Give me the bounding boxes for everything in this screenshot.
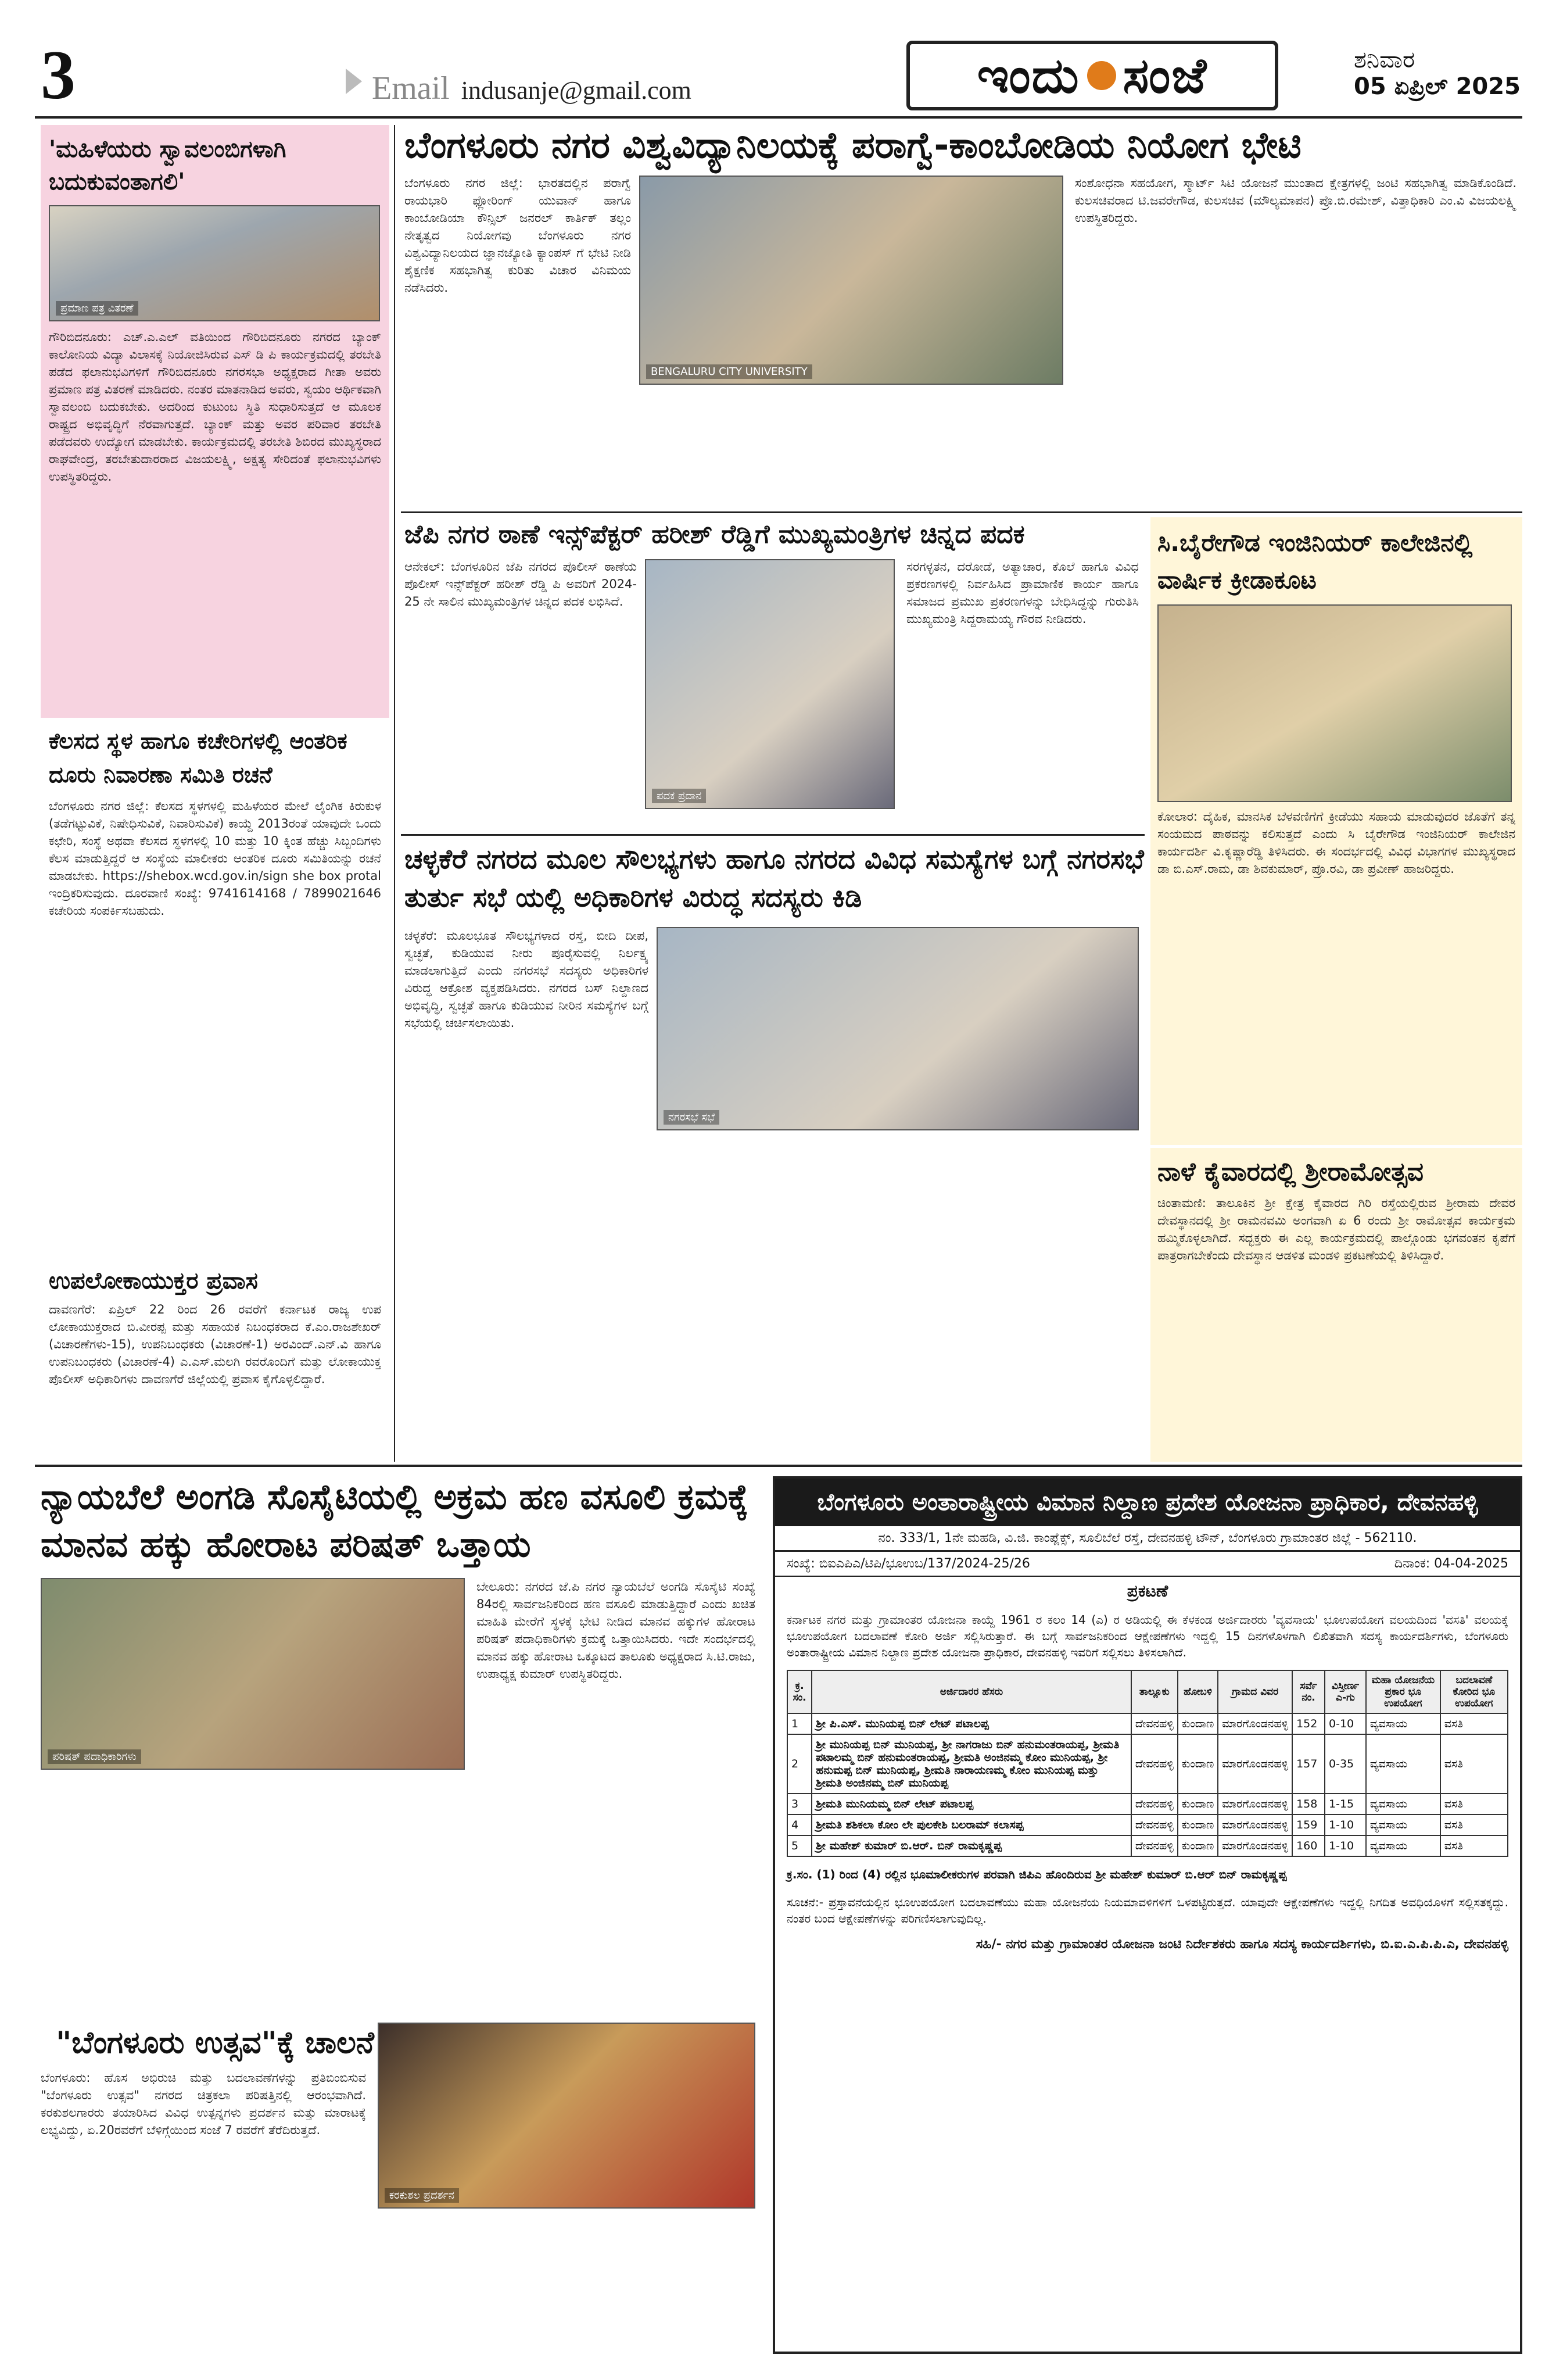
table-cell: 1-10 xyxy=(1325,1814,1366,1835)
table-cell: ವಸತಿ xyxy=(1440,1814,1508,1835)
table-cell: ದೇವನಹಳ್ಳಿ xyxy=(1131,1814,1178,1835)
photo-caption: ಪದಕ ಪ್ರದಾನ xyxy=(652,789,706,803)
logo-right: ಸಂಜೆ xyxy=(1123,46,1208,104)
advert-ref: ಸಂಖ್ಯೆ: ಬಿಐಎಪಿಎ/ಟಿಪಿ/ಭೂಉಬ/137/2024-25/26 xyxy=(787,1556,1030,1571)
table-cell: 157 xyxy=(1292,1734,1325,1794)
table-row xyxy=(787,1713,1508,1734)
table-cell: 158 xyxy=(1292,1794,1325,1814)
photo-caption: ಕರಕುಶಲ ಪ್ರದರ್ಶನ xyxy=(385,2188,459,2203)
article-challakere xyxy=(401,840,1145,1462)
table-row xyxy=(787,1734,1508,1794)
article-photo xyxy=(1157,604,1512,802)
col-header: ಹೋಬಳಿ xyxy=(1178,1670,1218,1713)
table-cell: ವ್ಯವಸಾಯ xyxy=(1366,1734,1440,1794)
table-row xyxy=(787,1814,1508,1835)
table-cell: 152 xyxy=(1292,1713,1325,1734)
table-cell: 0-10 xyxy=(1325,1713,1366,1734)
article-sports-day xyxy=(1150,517,1522,1145)
article-title: ಕೆಲಸದ ಸ್ಥಳ ಹಾಗೂ ಕಚೇರಿಗಳಲ್ಲಿ ಆಂತರಿಕ ದೂರು ನಿವಾರಣಾ ಸಮಿತಿ ರಚನೆ xyxy=(49,728,347,788)
article-body-right: ಸರಗಳ್ಳತನ, ದರೋಡೆ, ಅತ್ಯಾಚಾರ, ಕೊಲೆ ಹಾಗೂ ವಿವಿಧ ಪ್ರಕರಣಗಳಲ್ಲಿ ನಿರ್ವಹಿಸಿದ ಪ್ರಾಮಾಣಿಕ ಕಾರ್ಯ ಹಾಗೂ ಸಮಾಜದ ಪ್ರಮುಖ ಪ್ರಕರಣಗಳನ್ನು ಬೇಧಿಸಿದ್ದನ್ನು ಗುರುತಿಸಿ ಮುಖ್ಯಮಂತ್ರಿ ಸಿದ್ದರಾಮಯ್ಯ ಗೌರವ ನೀಡಿದರು. xyxy=(906,560,1139,626)
table-cell: 4 xyxy=(787,1814,812,1835)
article-title: "ಬೆಂಗಳೂರು ಉತ್ಸವ"ಕ್ಕೆ ಚಾಲನೆ xyxy=(56,2025,374,2060)
table-cell: ಶ್ರೀ ಮಹೇಶ್ ಕುಮಾರ್ ಬಿ.ಆರ್. ಬಿನ್ ರಾಮಕೃಷ್ಣಪ್ಪ xyxy=(812,1835,1131,1856)
article-photo xyxy=(378,2023,755,2209)
article-body-right: ಸಂಶೋಧನಾ ಸಹಯೋಗ, ಸ್ಮಾರ್ಟ್ ಸಿಟಿ ಯೋಜನೆ ಮುಂತಾದ ಕ್ಷೇತ್ರಗಳಲ್ಲಿ ಜಂಟಿ ಸಹಭಾಗಿತ್ವ ಮಾಡಿಕೊಂಡಿದೆ. ಕುಲಸಚಿವರಾದ ಟಿ.ಜವರೇಗೌಡ, ಕುಲಸಚಿವ (ಮೌಲ್ಯಮಾಪನ) ಪ್ರೊ.ಬಿ.ರಮೇಶ್, ವಿತ್ತಾಧಿಕಾರಿ ಎಂ.ವಿ ವಿಜಯಲಕ್ಷ್ಮಿ ಉಪಸ್ಥಿತರಿದ್ದರು. xyxy=(1075,176,1516,225)
table-cell: ಕುಂದಾಣ xyxy=(1178,1835,1218,1856)
article-title: ಚಳ್ಳಕೆರೆ ನಗರದ ಮೂಲ ಸೌಲಭ್ಯಗಳು ಹಾಗೂ ನಗರದ ವಿವಿಧ ಸಮಸ್ಯೆಗಳ ಬಗ್ಗೆ ನಗರಸಭೆ ತುರ್ತು ಸಭೆ ಯಲ್ಲಿ ಅಧಿಕಾರಿಗಳ ವಿರುದ್ಧ ಸದಸ್ಯರು ಕಿಡಿ xyxy=(404,843,1144,913)
advert-table-note: ಕ್ರ.ಸಂ. (1) ರಿಂದ (4) ರಲ್ಲಿನ ಭೂಮಾಲೀಕರುಗಳ ಪರವಾಗಿ ಜಿಪಿಎ ಹೊಂದಿರುವ ಶ್ರೀ ಮಹೇಶ್ ಕುಮಾರ್ ಬಿ.ಆರ್ ಬಿನ್ ರಾಮಕೃಷ್ಣಪ್ಪ xyxy=(787,1867,1287,1881)
email-block xyxy=(372,70,691,107)
photo-caption: BENGALURU CITY UNIVERSITY xyxy=(646,364,812,379)
table-cell: ವಸತಿ xyxy=(1440,1794,1508,1814)
photo-caption: ಪರಿಷತ್ ಪದಾಧಿಕಾರಿಗಳು xyxy=(48,1749,141,1764)
table-cell: 1-10 xyxy=(1325,1835,1366,1856)
photo-caption: ಪ್ರಮಾಣ ಪತ್ರ ವಿತರಣೆ xyxy=(56,301,138,316)
article-title: ಜೆಪಿ ನಗರ ಠಾಣೆ ಇನ್ಸ್‌ಪೆಕ್ಟರ್ ಹರೀಶ್ ರೆಡ್ಡಿಗೆ ಮುಖ್ಯಮಂತ್ರಿಗಳ ಚಿನ್ನದ ಪದಕ xyxy=(404,520,1025,549)
article-title: ಉಪಲೋಕಾಯುಕ್ತರ ಪ್ರವಾಸ xyxy=(49,1268,258,1294)
table-cell: ಕುಂದಾಣ xyxy=(1178,1713,1218,1734)
table-cell: 2 xyxy=(787,1734,812,1794)
article-body-left: ಬೆಂಗಳೂರು ನಗರ ಜಿಲ್ಲೆ: ಭಾರತದಲ್ಲಿನ ಪರಾಗ್ವೆ ರಾಯಭಾರಿ ಫ್ಲೋರಿಂಗ್ ಯುವಾನ್ ಹಾಗೂ ಕಾಂಬೋಡಿಯಾ ಕೌನ್ಸಿಲ್ ಜನರಲ್ ಕಾರ್ತಿಕ್ ತಲ್ಲಂ ನೇತೃತ್ವದ ನಿಯೋಗವು ಬೆಂಗಳೂರು ನಗರ ವಿಶ್ವವಿದ್ಯಾನಿಲಯದ ಜ್ಞಾನಜ್ಯೋತಿ ಕ್ಯಾಂಪಸ್ ಗೆ ಭೇಟಿ ನೀಡಿ ಶೈಕ್ಷಣಿಕ ಸಹಭಾಗಿತ್ವ ಕುರಿತು ವಿಚಾರ ವಿನಿಮಯ ನಡೆಸಿದರು. xyxy=(404,176,631,295)
photo-caption: ನಗರಸಭೆ ಸಭೆ xyxy=(664,1110,719,1125)
table-cell: 160 xyxy=(1292,1835,1325,1856)
table-cell: ಮಾರಗೊಂಡನಹಳ್ಳಿ xyxy=(1218,1814,1292,1835)
article-bengaluru-utsava xyxy=(41,2023,761,2354)
advert-bia-appa xyxy=(773,1476,1522,2354)
article-photo xyxy=(645,559,895,809)
article-photo xyxy=(49,205,380,321)
table-cell: ಮಾರಗೊಂಡನಹಳ್ಳಿ xyxy=(1218,1734,1292,1794)
article-body: ದಾವಣಗೆರೆ: ಏಪ್ರಿಲ್ 22 ರಿಂದ 26 ರವರೆಗೆ ಕರ್ನಾಟಕ ರಾಜ್ಯ ಉಪ ಲೋಕಾಯುಕ್ತರಾದ ಬಿ.ವೀರಪ್ಪ ಮತ್ತು ಸಹಾಯಕ ನಿಬಂಧಕರಾದ ಕೆ.ಎಂ.ರಾಜಶೇಖರ್ (ವಿಚಾರಣೆಗಳು-15), ಉಪನಿಬಂಧಕರು (ವಿಚಾರಣೆ-1) ಅರವಿಂದ್.ಎನ್.ವಿ ಹಾಗೂ ಉಪನಿಬಂಧಕರು (ವಿಚಾರಣೆ-4) ಎ.ಎಸ್.ಮಲಗಿ ರವರೊಂದಿಗೆ ಮತ್ತು ಲೋಕಾಯುಕ್ತ ಪೊಲೀಸ್ ಅಧಿಕಾರಿಗಳು ದಾವಣಗೆರೆ ಜಿಲ್ಲೆಯಲ್ಲಿ ಪ್ರವಾಸ ಕೈಗೊಳ್ಳಲಿದ್ದಾರೆ. xyxy=(49,1302,381,1386)
email-address[interactable]: indusanje@gmail.com xyxy=(461,76,691,105)
table-cell: ದೇವನಹಳ್ಳಿ xyxy=(1131,1835,1178,1856)
col-header: ಅರ್ಜಿದಾರರ ಹೆಸರು xyxy=(812,1670,1131,1713)
advert-intro: ಕರ್ನಾಟಕ ನಗರ ಮತ್ತು ಗ್ರಾಮಾಂತರ ಯೋಜನಾ ಕಾಯ್ದೆ 1961 ರ ಕಲಂ 14 (ಎ) ರ ಅಡಿಯಲ್ಲಿ ಈ ಕೆಳಕಂಡ ಅರ್ಜಿದಾರರು 'ವ್ಯವಸಾಯ' ಭೂಉಪಯೋಗ ವಲಯದಿಂದ 'ವಸತಿ' ವಲಯಕ್ಕೆ ಭೂಉಪಯೋಗ ಬದಲಾವಣೆ ಕೋರಿ ಅರ್ಜಿ ಸಲ್ಲಿಸಿರುತ್ತಾರೆ. ಈ ಬಗ್ಗೆ ಸಾರ್ವಜನಿಕರಿಂದ ಆಕ್ಷೇಪಣೆಗಳು ಇದ್ದಲ್ಲಿ 15 ದಿನಗಳೊಳಗಾಗಿ ಲಿಖಿತವಾಗಿ ಸದಸ್ಯ ಕಾರ್ಯದರ್ಶಿಗಳು, ಬೆಂಗಳೂರು ಅಂತಾರಾಷ್ಟ್ರೀಯ ವಿಮಾನ ನಿಲ್ದಾಣ ಪ್ರದೇಶ ಯೋಜನಾ ಪ್ರಾಧಿಕಾರ, ದೇವನಹಳ್ಳಿ ಇವರಿಗೆ ಸಲ್ಲಿಸಲು ತಿಳಿಸಲಾಗಿದೆ. xyxy=(787,1613,1508,1659)
article-body: ಗೌರಿಬಿದನೂರು: ಎಚ್.ಎ.ಎಲ್ ವತಿಯಿಂದ ಗೌರಿಬಿದನೂರು ನಗರದ ಬ್ಯಾಂಕ್ ಕಾಲೋನಿಯ ವಿದ್ಯಾ ವಿಲಾಸಕ್ಕೆ ನಿಯೋಜಿಸಿರುವ ಎಸ್ ಡಿ ಪಿ ಕಾರ್ಯಕ್ರಮದಲ್ಲಿ ತರಬೇತಿ ಪಡೆದ ಫಲಾನುಭವಿಗಳಿಗೆ ಗೌರಿಬಿದನೂರು ನಗರಸಭಾ ಅಧ್ಯಕ್ಷರಾದ ಗೀತಾ ಅವರು ಪ್ರಮಾಣ ಪತ್ರ ವಿತರಣೆ ಮಾಡಿದರು. ನಂತರ ಮಾತನಾಡಿದ ಅವರು, ಸ್ವಯಂ ಆರ್ಥಿಕವಾಗಿ ಸ್ವಾವಲಂಬಿ ಬದುಕಬೇಕು. ಅದರಿಂದ ಕುಟುಂಬ ಸ್ಥಿತಿ ಸುಧಾರಿಸುತ್ತದೆ ಆ ಮೂಲಕ ರಾಷ್ಟ್ರದ ಅಭಿವೃದ್ಧಿಗೆ ನೆರವಾಗುತ್ತದೆ. ಬ್ಯಾಂಕ್ ಮತ್ತು ಅವರ ಪರಿವಾರ ತರಬೇತಿ ಪಡೆದವರು ಉದ್ಯೋಗ ಮಾಡಬೇಕು. ಕಾರ್ಯಕ್ರಮದಲ್ಲಿ ತರಬೇತಿ ಶಿಬಿರದ ಮುಖ್ಯಸ್ಥರಾದ ರಾಘವೇಂದ್ರ, ತರಬೇತುದಾರರಾದ ವಿಜಯಲಕ್ಷ್ಮಿ, ಅಕ್ಷತ್ಯ ಸೇರಿದಂತೆ ಫಲಾನುಭವಿಗಳು ಉಪಸ್ಥಿತರಿದ್ದರು. xyxy=(49,330,381,484)
article-body-left: ಆನೇಕಲ್: ಬೆಂಗಳೂರಿನ ಜೆಪಿ ನಗರದ ಪೊಲೀಸ್ ಠಾಣೆಯ ಪೊಲೀಸ್ ಇನ್ಸ್‌ಪೆಕ್ಟರ್ ಹರೀಶ್ ರೆಡ್ಡಿ ಪಿ ಅವರಿಗೆ 2024-25 ನೇ ಸಾಲಿನ ಮುಖ್ಯಮಂತ್ರಿಗಳ ಚಿನ್ನದ ಪದಕ ಲಭಿಸಿದೆ. xyxy=(404,560,637,609)
page-number: 3 xyxy=(41,36,76,113)
article-human-rights xyxy=(41,1473,761,2037)
table-row xyxy=(787,1835,1508,1856)
table-cell: 159 xyxy=(1292,1814,1325,1835)
advert-footer: ಸೂಚನೆ:- ಪ್ರಸ್ತಾವನೆಯಲ್ಲಿನ ಭೂಉಪಯೋಗ ಬದಲಾವಣೆಯು ಮಹಾ ಯೋಜನೆಯ ನಿಯಮಾವಳಿಗಳಿಗೆ ಒಳಪಟ್ಟಿರುತ್ತದೆ. ಯಾವುದೇ ಆಕ್ಷೇಪಣೆಗಳು ಇದ್ದಲ್ಲಿ ನಿಗದಿತ ಅವಧಿಯೊಳಗೆ ಸಲ್ಲಿಸತಕ್ಕದ್ದು. ನಂತರ ಬಂದ ಆಕ್ಷೇಪಣೆಗಳನ್ನು ಪರಿಗಣಿಸಲಾಗುವುದಿಲ್ಲ. xyxy=(787,1895,1508,1926)
advert-date: ದಿನಾಂಕ: 04-04-2025 xyxy=(1394,1556,1508,1571)
col-header: ಮಹಾ ಯೋಜನೆಯ ಪ್ರಕಾರ ಭೂ ಉಪಯೋಗ xyxy=(1366,1670,1440,1713)
article-photo xyxy=(639,176,1063,385)
masthead-logo xyxy=(906,41,1278,110)
article-body: ಬೆಂಗಳೂರು: ಹೊಸ ಅಭಿರುಚಿ ಮತ್ತು ಬದಲಾವಣೆಗಳನ್ನು ಪ್ರತಿಬಿಂಬಿಸುವ "ಬೆಂಗಳೂರು ಉತ್ಸವ" ನಗರದ ಚಿತ್ರಕಲಾ ಪರಿಷತ್ತಿನಲ್ಲಿ ಆರಂಭವಾಗಿದೆ. ಕರಕುಶಲಗಾರರು ತಯಾರಿಸಿದ ವಿವಿಧ ಉತ್ಪನ್ನಗಳು ಪ್ರದರ್ಶನ ಮತ್ತು ಮಾರಾಟಕ್ಕೆ ಲಭ್ಯವಿದ್ದು, ಏ.20ರವರೆಗೆ ಬೆಳಿಗ್ಗೆಯಿಂದ ಸಂಜೆ 7 ರವರೆಗೆ ತೆರೆದಿರುತ್ತದೆ. xyxy=(41,2071,366,2137)
table-cell: ಕುಂದಾಣ xyxy=(1178,1734,1218,1794)
col-header: ಗ್ರಾಮದ ವಿವರ xyxy=(1218,1670,1292,1713)
article-photo xyxy=(41,1578,465,1770)
table-cell: 0-35 xyxy=(1325,1734,1366,1794)
table-cell: ವ್ಯವಸಾಯ xyxy=(1366,1713,1440,1734)
table-cell: ವ್ಯವಸಾಯ xyxy=(1366,1835,1440,1856)
weekday: ಶನಿವಾರ xyxy=(1354,46,1415,73)
advert-table-header xyxy=(787,1670,1508,1713)
table-cell: ಮಾರಗೊಂಡನಹಳ್ಳಿ xyxy=(1218,1794,1292,1814)
table-cell: ಶ್ರೀ ಮುನಿಯಪ್ಪ ಬಿನ್ ಮುನಿಯಪ್ಪ, ಶ್ರೀ ನಾಗರಾಜು ಬಿನ್ ಹನುಮಂತರಾಯಪ್ಪ, ಶ್ರೀಮತಿ ಪಟಾಲಮ್ಮ ಬಿನ್ ಹನುಮಂತರಾಯಪ್ಪ, ಶ್ರೀಮತಿ ಅಂಜಿನಮ್ಮ ಕೋಂ ಮುನಿಯಪ್ಪ, ಶ್ರೀ ಹನುಮಪ್ಪ ಬಿನ್ ಮುನಿಯಪ್ಪ, ಶ್ರೀಮತಿ ನಾರಾಯಣಮ್ಮ ಕೋಂ ಮುನಿಯಪ್ಪ ಮತ್ತು ಶ್ರೀಮತಿ ಅಂಜಿನಮ್ಮ ಬಿನ್ ಮುನಿಯಪ್ಪ xyxy=(812,1734,1131,1794)
table-cell: ಶ್ರೀಮತಿ ಶಶಿಕಲಾ ಕೋಂ ಲೇ ಪುಲಕೇಶಿ ಬಲರಾಮ್ ಕಲಾಸಪ್ಪ xyxy=(812,1814,1131,1835)
table-cell: ದೇವನಹಳ್ಳಿ xyxy=(1131,1734,1178,1794)
table-row xyxy=(787,1794,1508,1814)
issue-date: 05 ಏಪ್ರಿಲ್ 2025 xyxy=(1354,73,1521,100)
section-rule xyxy=(35,1465,1522,1467)
table-cell: ಶ್ರೀಮತಿ ಮುನಿಯಮ್ಮ ಬಿನ್ ಲೇಟ್ ಪಟಾಲಪ್ಪ xyxy=(812,1794,1131,1814)
article-title: ಬೆಂಗಳೂರು ನಗರ ವಿಶ್ವವಿದ್ಯಾನಿಲಯಕ್ಕೆ ಪರಾಗ್ವೆ-ಕಾಂಬೋಡಿಯ ನಿಯೋಗ ಭೇಟಿ xyxy=(404,124,1302,166)
table-cell: ವಸತಿ xyxy=(1440,1835,1508,1856)
article-title: ನಾಳೆ ಕೈವಾರದಲ್ಲಿ ಶ್ರೀರಾಮೋತ್ಸವ xyxy=(1157,1157,1424,1187)
article-women-selfreliance xyxy=(41,125,389,718)
logo-left: ಇಂದು xyxy=(977,46,1080,104)
article-photo xyxy=(657,927,1139,1130)
advert-address: ನಂ. 333/1, 1ನೇ ಮಹಡಿ, ವಿ.ಜಿ. ಕಾಂಪ್ಲೆಕ್ಸ್, ಸೂಲಿಬೆಲೆ ರಸ್ತೆ, ದೇವನಹಳ್ಳಿ ಟೌನ್, ಬೆಂಗಳೂರು ಗ್ರಾಮಾಂತರ ಜಿಲ್ಲೆ - 562110. xyxy=(775,1526,1520,1552)
table-cell: ವ್ಯವಸಾಯ xyxy=(1366,1794,1440,1814)
table-cell: ವ್ಯವಸಾಯ xyxy=(1366,1814,1440,1835)
col-header: ಕ್ರ. ಸಂ. xyxy=(787,1670,812,1713)
issue-date-block xyxy=(1354,46,1521,100)
col-header: ತಾಲ್ಲೂಕು xyxy=(1131,1670,1178,1713)
table-cell: ಶ್ರೀ ಪಿ.ಎಸ್. ಮುನಿಯಪ್ಪ ಬಿನ್ ಲೇಟ್ ಪಟಾಲಪ್ಪ xyxy=(812,1713,1131,1734)
logo-sun-icon xyxy=(1087,61,1116,90)
col-header: ಬದಲಾವಣೆ ಕೋರಿದ ಭೂ ಉಪಯೋಗ xyxy=(1440,1670,1508,1713)
col-header: ವಿಸ್ತೀರ್ಣ ಎ-ಗು xyxy=(1325,1670,1366,1713)
table-cell: ಮಾರಗೊಂಡನಹಳ್ಳಿ xyxy=(1218,1713,1292,1734)
table-cell: 1-15 xyxy=(1325,1794,1366,1814)
header-rule xyxy=(35,116,1522,119)
article-body: ಕೋಲಾರ: ದೈಹಿಕ, ಮಾನಸಿಕ ಬೆಳವಣಿಗೆಗೆ ಕ್ರೀಡೆಯು ಸಹಾಯ ಮಾಡುವುದರ ಜೊತೆಗೆ ತನ್ನ ಸಂಯಮದ ಪಾಠವನ್ನು ಕಲಿಸುತ್ತದೆ ಎಂದು ಸಿ ಬೈರೇಗೌಡ ಇಂಜಿನಿಯರ್ ಕಾಲೇಜಿನ ಕಾರ್ಯದರ್ಶಿ ವಿ.ಕೃಷ್ಣಾರೆಡ್ಡಿ ತಿಳಿಸಿದರು. ಈ ಸಂದರ್ಭದಲ್ಲಿ ವಿವಿಧ ವಿಭಾಗಗಳ ಮುಖ್ಯಸ್ಥರಾದ ಡಾ ಬಿ.ಎಸ್.ರಾಮ, ಡಾ ಶಿವಕುಮಾರ್, ಪ್ರೊ.ರವಿ, ಡಾ ಪ್ರವೀಣ್ ಹಾಜರಿದ್ದರು. xyxy=(1157,810,1515,876)
article-sriramotsava xyxy=(1150,1148,1522,1462)
table-cell: ಕುಂದಾಣ xyxy=(1178,1814,1218,1835)
advert-heading: ಪ್ರಕಟಣೆ xyxy=(1127,1581,1168,1601)
article-lokayukta xyxy=(41,1261,389,1459)
col-header: ಸರ್ವೆ ನಂ. xyxy=(1292,1670,1325,1713)
table-cell: ವಸತಿ xyxy=(1440,1734,1508,1794)
table-cell: ದೇವನಹಳ್ಳಿ xyxy=(1131,1713,1178,1734)
article-title: ನ್ಯಾಯಬೆಲೆ ಅಂಗಡಿ ಸೊಸೈಟಿಯಲ್ಲಿ ಅಕ್ರಮ ಹಣ ವಸೂಲಿ ಕ್ರಮಕ್ಕೆ ಮಾನವ ಹಕ್ಕು ಹೋರಾಟ ಪರಿಷತ್ ಒತ್ತಾಯ xyxy=(41,1477,748,1565)
section-rule xyxy=(401,511,1522,513)
table-cell: ಮಾರಗೊಂಡನಹಳ್ಳಿ xyxy=(1218,1835,1292,1856)
email-arrow-icon xyxy=(346,69,362,94)
table-cell: 5 xyxy=(787,1835,812,1856)
column-rule xyxy=(394,125,395,1462)
article-workplace-committee xyxy=(41,721,389,1261)
table-cell: ವಸತಿ xyxy=(1440,1713,1508,1734)
article-title: 'ಮಹಿಳೆಯರು ಸ್ವಾವಲಂಬಿಗಳಾಗಿ ಬದುಕುವಂತಾಗಲಿ' xyxy=(49,136,286,195)
advert-meta xyxy=(775,1552,1520,1577)
table-cell: 1 xyxy=(787,1713,812,1734)
article-body: ಬೆಂಗಳೂರು ನಗರ ಜಿಲ್ಲೆ: ಕೆಲಸದ ಸ್ಥಳಗಳಲ್ಲಿ ಮಹಿಳೆಯರ ಮೇಲೆ ಲೈಂಗಿಕ ಕಿರುಕುಳ (ತಡೆಗಟ್ಟುವಿಕೆ, ನಿಷೇಧಿಸುವಿಕೆ, ನಿವಾರಿಸುವಿಕೆ) ಕಾಯ್ದೆ 2013ರಂತೆ ಯಾವುದೇ ಒಂದು ಕಛೇರಿ, ಸಂಸ್ಥೆ ಅಥವಾ ಕೆಲಸದ ಸ್ಥಳಗಳಲ್ಲಿ 10 ಮತ್ತು 10 ಕ್ಕಿಂತ ಹೆಚ್ಚು ಸಿಬ್ಬಂದಿಗಳು ಕೆಲಸ ಮಾಡುತ್ತಿದ್ದರೆ ಆ ಸಂಸ್ಥೆಯ ಮಾಲೀಕರು ಆಂತರಿಕ ದೂರು ಸಮಿತಿಯನ್ನು ರಚನೆ ಮಾಡಬೇಕು. https://shebox.wcd.gov.in/sign she box protal ಇಂದ್ರಿಕರಿಸುವುದು. ದೂರವಾಣಿ ಸಂಖ್ಯೆ: 9741614168 / 7899021646 ಕಚೇರಿಯ ಸಂಪರ್ಕಿಸಬಹುದು. xyxy=(49,799,381,918)
article-body: ಚಿಂತಾಮಣಿ: ತಾಲೂಕಿನ ಶ್ರೀ ಕ್ಷೇತ್ರ ಕೈವಾರದ ಗಿರಿ ರಸ್ತೆಯಲ್ಲಿರುವ ಶ್ರೀರಾಮ ದೇವರ ದೇವಸ್ಥಾನದಲ್ಲಿ ಶ್ರೀ ರಾಮನವಮಿ ಅಂಗವಾಗಿ ಏ 6 ರಂದು ಶ್ರೀ ರಾಮೋತ್ಸವ ಕಾರ್ಯಕ್ರಮ ಹಮ್ಮಿಕೊಳ್ಳಲಾಗಿದೆ. ಸದ್ಭಕ್ತರು ಈ ಎಲ್ಲ ಕಾರ್ಯಕ್ರಮದಲ್ಲಿ ಪಾಲ್ಗೊಂಡು ಭಗವಂತನ ಕೃಪೆಗೆ ಪಾತ್ರರಾಗಬೇಕೆಂದು ದೇವಸ್ಥಾನ ಆಡಳಿತ ಮಂಡಳಿ ಪ್ರಕಟಣೆಯಲ್ಲಿ ತಿಳಿಸಿದ್ದಾರೆ. xyxy=(1157,1196,1515,1262)
article-harish-reddy xyxy=(401,517,1145,831)
advert-signature: ಸಹಿ/- ನಗರ ಮತ್ತು ಗ್ರಾಮಾಂತರ ಯೋಜನಾ ಜಂಟಿ ನಿರ್ದೇಶಕರು ಹಾಗೂ ಸದಸ್ಯ ಕಾರ್ಯದರ್ಶಿಗಳು, ಬಿ.ಐ.ಎ.ಪಿ.ಪಿ.ಎ, ದೇವನಹಳ್ಳಿ xyxy=(976,1937,1508,1952)
email-label: Email xyxy=(372,70,450,106)
article-body: ಚಳ್ಳಕೆರೆ: ಮೂಲಭೂತ ಸೌಲಭ್ಯಗಳಾದ ರಸ್ತೆ, ಬೀದಿ ದೀಪ, ಸ್ವಚ್ಛತೆ, ಕುಡಿಯುವ ನೀರು ಪೂರೈಸುವಲ್ಲಿ ನಿರ್ಲಕ್ಷ್ಯ ಮಾಡಲಾಗುತ್ತಿದೆ ಎಂದು ನಗರಸಭೆ ಸದಸ್ಯರು ಅಧಿಕಾರಿಗಳ ವಿರುದ್ಧ ಆಕ್ರೋಶ ವ್ಯಕ್ತಪಡಿಸಿದರು. ನಗರದ ಬಸ್ ನಿಲ್ದಾಣದ ಅಭಿವೃದ್ಧಿ, ಸ್ವಚ್ಛತೆ ಹಾಗೂ ಕುಡಿಯುವ ನೀರಿನ ಸಮಸ್ಯೆಗಳ ಬಗ್ಗೆ ಸಭೆಯಲ್ಲಿ ಚರ್ಚಿಸಲಾಯಿತು. xyxy=(404,929,648,1030)
table-cell: ಕುಂದಾಣ xyxy=(1178,1794,1218,1814)
article-body: ಬೇಲೂರು: ನಗರದ ಜೆ.ಪಿ ನಗರ ನ್ಯಾಯಬೆಲೆ ಅಂಗಡಿ ಸೊಸೈಟಿ ಸಂಖ್ಯೆ 84ರಲ್ಲಿ ಸಾರ್ವಜನಿಕರಿಂದ ಹಣ ವಸೂಲಿ ಮಾಡುತ್ತಿದ್ದಾರೆ ಎಂದು ಖಚಿತ ಮಾಹಿತಿ ಮೇರೆಗೆ ಸ್ಥಳಕ್ಕೆ ಭೇಟಿ ನೀಡಿದ ಮಾನವ ಹಕ್ಕುಗಳ ಹೋರಾಟ ಪರಿಷತ್ ಪದಾಧಿಕಾರಿಗಳು ಕ್ರಮಕ್ಕೆ ಒತ್ತಾಯಿಸಿದರು. ಇದೇ ಸಂದರ್ಭದಲ್ಲಿ ಮಾನವ ಹಕ್ಕು ಹೋರಾಟ ಒಕ್ಕೂಟದ ತಾಲೂಕು ಅಧ್ಯಕ್ಷರಾದ ಸಿ.ಟಿ.ರಾಜು, ಉಪಾಧ್ಯಕ್ಷ ಕುಮಾರ್ ಉಪಸ್ಥಿತರಿದ್ದರು. xyxy=(476,1580,755,1681)
table-cell: 3 xyxy=(787,1794,812,1814)
section-rule xyxy=(401,834,1145,836)
advert-title: ಬೆಂಗಳೂರು ಅಂತಾರಾಷ್ಟ್ರೀಯ ವಿಮಾನ ನಿಲ್ದಾಣ ಪ್ರದೇಶ ಯೋಜನಾ ಪ್ರಾಧಿಕಾರ, ದೇವನಹಳ್ಳಿ xyxy=(775,1479,1520,1526)
article-cambodia xyxy=(401,122,1522,511)
article-title: ಸಿ.ಬೈರೇಗೌಡ ಇಂಜಿನಿಯರ್ ಕಾಲೇಜಿನಲ್ಲಿ ವಾರ್ಷಿಕ ಕ್ರೀಡಾಕೂಟ xyxy=(1157,528,1473,594)
advert-table xyxy=(787,1670,1508,1857)
table-cell: ದೇವನಹಳ್ಳಿ xyxy=(1131,1794,1178,1814)
